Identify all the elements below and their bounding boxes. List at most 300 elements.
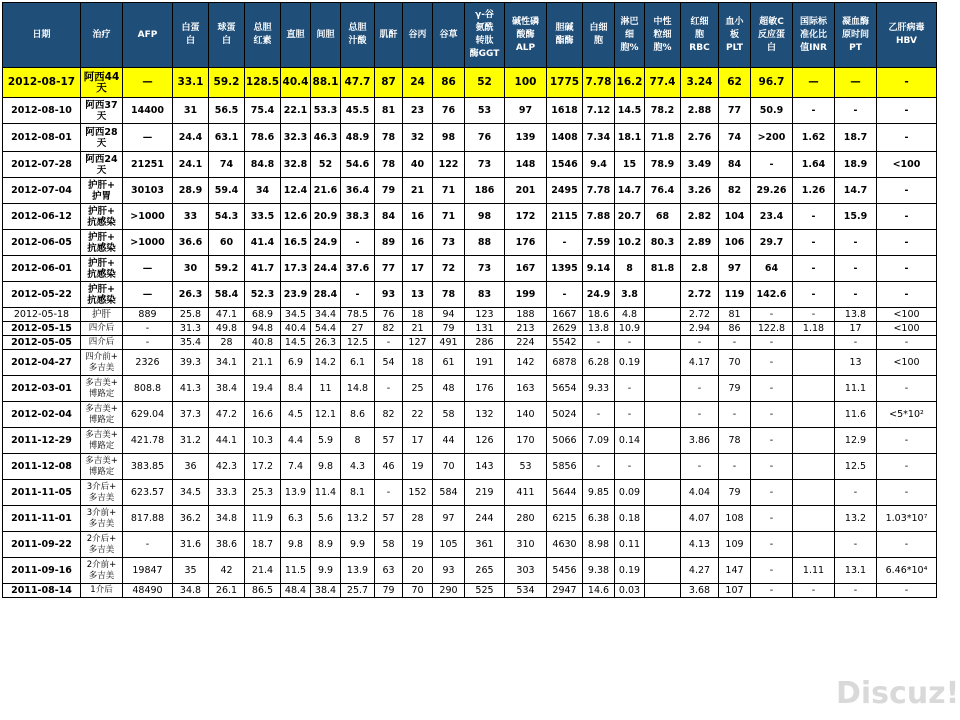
cell-direct-bilirubin: 40.4 — [281, 68, 311, 98]
cell-total-bilirubin: 11.9 — [245, 506, 281, 532]
cell-afp: 2326 — [123, 350, 173, 376]
cell-alt: 127 — [403, 336, 433, 350]
cell-inr: 1.62 — [793, 124, 835, 152]
cell-afp: 21251 — [123, 152, 173, 178]
cell-date: 2011-11-01 — [3, 506, 81, 532]
cell-inr: 1.18 — [793, 322, 835, 336]
cell-bile-acid: 8.6 — [341, 402, 375, 428]
cell-alp: 310 — [505, 532, 547, 558]
column-header-alt: 谷丙 — [403, 3, 433, 68]
cell-direct-bilirubin: 32.8 — [281, 152, 311, 178]
cell-treatment: 护肝+ 抗感染 — [81, 256, 123, 282]
cell-globulin: 47.2 — [209, 402, 245, 428]
cell-plt: 74 — [719, 124, 751, 152]
cell-alt: 20 — [403, 558, 433, 584]
cell-ast: 73 — [433, 230, 465, 256]
cell-pt: - — [835, 230, 877, 256]
cell-albumin: 24.4 — [173, 124, 209, 152]
cell-neutrophil-pct — [645, 454, 681, 480]
cell-total-bilirubin: 94.8 — [245, 322, 281, 336]
cell-pt: - — [835, 532, 877, 558]
cell-afp: 14400 — [123, 98, 173, 124]
cell-albumin: 31.6 — [173, 532, 209, 558]
cell-cholinesterase: 1618 — [547, 98, 583, 124]
cell-alt: 17 — [403, 428, 433, 454]
cell-crp: 23.4 — [751, 204, 793, 230]
cell-rbc: 4.27 — [681, 558, 719, 584]
cell-inr: — — [793, 68, 835, 98]
cell-creatinine: 82 — [375, 322, 403, 336]
cell-alt: 24 — [403, 68, 433, 98]
table-row — [3, 152, 937, 178]
cell-alp: 213 — [505, 322, 547, 336]
cell-date: 2012-03-01 — [3, 376, 81, 402]
cell-indirect-bilirubin: 28.4 — [311, 282, 341, 308]
table-row — [3, 308, 937, 322]
cell-afp: 19847 — [123, 558, 173, 584]
cell-date: 2012-07-04 — [3, 178, 81, 204]
cell-albumin: 30 — [173, 256, 209, 282]
cell-bile-acid: 8.1 — [341, 480, 375, 506]
cell-inr — [793, 428, 835, 454]
cell-ast: 105 — [433, 532, 465, 558]
cell-date: 2012-05-22 — [3, 282, 81, 308]
cell-rbc: 2.72 — [681, 308, 719, 322]
cell-indirect-bilirubin: 88.1 — [311, 68, 341, 98]
cell-direct-bilirubin: 7.4 — [281, 454, 311, 480]
cell-plt: 97 — [719, 256, 751, 282]
cell-globulin: 56.5 — [209, 98, 245, 124]
cell-alt: 18 — [403, 308, 433, 322]
cell-bile-acid: 38.3 — [341, 204, 375, 230]
cell-crp: 96.7 — [751, 68, 793, 98]
cell-lymphocyte-pct: 0.03 — [615, 584, 645, 598]
cell-date: 2011-08-14 — [3, 584, 81, 598]
cell-rbc: 4.04 — [681, 480, 719, 506]
cell-treatment: 阿西44 天 — [81, 68, 123, 98]
cell-date: 2011-12-08 — [3, 454, 81, 480]
cell-alp: 53 — [505, 454, 547, 480]
lab-results-table-container — [2, 2, 937, 598]
cell-lymphocyte-pct: 3.8 — [615, 282, 645, 308]
cell-alt: 16 — [403, 204, 433, 230]
cell-wbc: - — [583, 336, 615, 350]
cell-treatment: 阿西24 天 — [81, 152, 123, 178]
cell-rbc: 2.72 — [681, 282, 719, 308]
cell-globulin: 49.8 — [209, 322, 245, 336]
cell-wbc: 9.38 — [583, 558, 615, 584]
cell-albumin: 41.3 — [173, 376, 209, 402]
cell-date: 2012-07-28 — [3, 152, 81, 178]
cell-treatment: 四介前+ 多吉美 — [81, 350, 123, 376]
cell-total-bilirubin: 84.8 — [245, 152, 281, 178]
cell-indirect-bilirubin: 9.9 — [311, 558, 341, 584]
cell-afp: >1000 — [123, 230, 173, 256]
cell-albumin: 25.8 — [173, 308, 209, 322]
cell-alt: 16 — [403, 230, 433, 256]
cell-total-bilirubin: 21.1 — [245, 350, 281, 376]
column-header-plt: 血小 板 PLT — [719, 3, 751, 68]
cell-pt: 13.2 — [835, 506, 877, 532]
cell-direct-bilirubin: 8.4 — [281, 376, 311, 402]
table-row — [3, 68, 937, 98]
cell-pt: 14.7 — [835, 178, 877, 204]
cell-ggt: 265 — [465, 558, 505, 584]
table-row — [3, 506, 937, 532]
cell-hbv: 6.46*10⁴ — [877, 558, 937, 584]
cell-date: 2011-09-16 — [3, 558, 81, 584]
cell-plt: - — [719, 454, 751, 480]
cell-ast: 491 — [433, 336, 465, 350]
cell-cholinesterase: 2629 — [547, 322, 583, 336]
cell-wbc: 7.34 — [583, 124, 615, 152]
cell-globulin: 44.1 — [209, 428, 245, 454]
cell-neutrophil-pct — [645, 350, 681, 376]
table-row — [3, 428, 937, 454]
cell-treatment: 护肝 — [81, 308, 123, 322]
cell-alt: 32 — [403, 124, 433, 152]
cell-ast: 58 — [433, 402, 465, 428]
cell-direct-bilirubin: 16.5 — [281, 230, 311, 256]
cell-albumin: 33.1 — [173, 68, 209, 98]
column-header-neutrophil-pct: 中性 粒细 胞% — [645, 3, 681, 68]
cell-neutrophil-pct: 81.8 — [645, 256, 681, 282]
cell-globulin: 54.3 — [209, 204, 245, 230]
cell-bile-acid: 47.7 — [341, 68, 375, 98]
cell-ggt: 76 — [465, 124, 505, 152]
cell-pt: - — [835, 98, 877, 124]
cell-treatment: 多吉美+ 博路定 — [81, 402, 123, 428]
table-row — [3, 480, 937, 506]
cell-wbc: 6.38 — [583, 506, 615, 532]
cell-wbc: 13.8 — [583, 322, 615, 336]
cell-inr — [793, 402, 835, 428]
column-header-total-bilirubin: 总胆 红素 — [245, 3, 281, 68]
cell-total-bilirubin: 21.4 — [245, 558, 281, 584]
cell-inr: - — [793, 256, 835, 282]
column-header-alp: 碱性磷 酸酶 ALP — [505, 3, 547, 68]
cell-bile-acid: 8 — [341, 428, 375, 454]
cell-globulin: 63.1 — [209, 124, 245, 152]
cell-plt: 70 — [719, 350, 751, 376]
cell-alt: 13 — [403, 282, 433, 308]
column-header-crp: 超敏C 反应蛋 白 — [751, 3, 793, 68]
cell-alt: 17 — [403, 256, 433, 282]
cell-ast: 122 — [433, 152, 465, 178]
cell-rbc: 3.49 — [681, 152, 719, 178]
cell-afp: 808.8 — [123, 376, 173, 402]
cell-creatinine: 79 — [375, 178, 403, 204]
cell-lymphocyte-pct: - — [615, 402, 645, 428]
cell-albumin: 24.1 — [173, 152, 209, 178]
cell-indirect-bilirubin: 8.9 — [311, 532, 341, 558]
table-row — [3, 558, 937, 584]
cell-plt: - — [719, 402, 751, 428]
cell-inr: 1.64 — [793, 152, 835, 178]
cell-lymphocyte-pct: 8 — [615, 256, 645, 282]
cell-plt: 147 — [719, 558, 751, 584]
cell-plt: - — [719, 336, 751, 350]
cell-plt: 108 — [719, 506, 751, 532]
cell-hbv: - — [877, 376, 937, 402]
cell-inr — [793, 532, 835, 558]
cell-cholinesterase: 6878 — [547, 350, 583, 376]
cell-alt: 25 — [403, 376, 433, 402]
cell-lymphocyte-pct: 18.1 — [615, 124, 645, 152]
cell-albumin: 26.3 — [173, 282, 209, 308]
cell-plt: 79 — [719, 376, 751, 402]
cell-direct-bilirubin: 23.9 — [281, 282, 311, 308]
cell-alp: 199 — [505, 282, 547, 308]
cell-bile-acid: 13.2 — [341, 506, 375, 532]
cell-date: 2012-05-18 — [3, 308, 81, 322]
table-row — [3, 230, 937, 256]
cell-pt: — — [835, 68, 877, 98]
cell-crp: 29.26 — [751, 178, 793, 204]
cell-ggt: 286 — [465, 336, 505, 350]
cell-afp: — — [123, 282, 173, 308]
cell-lymphocyte-pct: - — [615, 336, 645, 350]
cell-afp: 48490 — [123, 584, 173, 598]
cell-pt: - — [835, 256, 877, 282]
cell-crp: - — [751, 584, 793, 598]
cell-globulin: 74 — [209, 152, 245, 178]
column-header-globulin: 球蛋 白 — [209, 3, 245, 68]
cell-lymphocyte-pct: 10.9 — [615, 322, 645, 336]
cell-lymphocyte-pct: 0.14 — [615, 428, 645, 454]
cell-pt: 12.9 — [835, 428, 877, 454]
cell-hbv: - — [877, 454, 937, 480]
cell-pt: 18.7 — [835, 124, 877, 152]
cell-creatinine: 87 — [375, 68, 403, 98]
cell-creatinine: 82 — [375, 402, 403, 428]
cell-crp: - — [751, 480, 793, 506]
cell-hbv: - — [877, 480, 937, 506]
cell-ggt: 83 — [465, 282, 505, 308]
cell-lymphocyte-pct: 0.18 — [615, 506, 645, 532]
cell-total-bilirubin: 19.4 — [245, 376, 281, 402]
cell-rbc: 2.89 — [681, 230, 719, 256]
cell-total-bilirubin: 40.8 — [245, 336, 281, 350]
cell-lymphocyte-pct: 0.19 — [615, 558, 645, 584]
cell-direct-bilirubin: 48.4 — [281, 584, 311, 598]
table-row — [3, 454, 937, 480]
cell-rbc: 3.68 — [681, 584, 719, 598]
cell-direct-bilirubin: 32.3 — [281, 124, 311, 152]
cell-alt: 23 — [403, 98, 433, 124]
cell-lymphocyte-pct: 14.7 — [615, 178, 645, 204]
cell-treatment: 3介前+ 多吉美 — [81, 506, 123, 532]
cell-hbv: - — [877, 428, 937, 454]
cell-date: 2012-05-05 — [3, 336, 81, 350]
cell-creatinine: 54 — [375, 350, 403, 376]
cell-wbc: 14.6 — [583, 584, 615, 598]
column-header-hbv: 乙肝病毒 HBV — [877, 3, 937, 68]
cell-total-bilirubin: 33.5 — [245, 204, 281, 230]
cell-rbc: - — [681, 336, 719, 350]
cell-rbc: 2.94 — [681, 322, 719, 336]
cell-direct-bilirubin: 4.5 — [281, 402, 311, 428]
cell-treatment: 阿西28 天 — [81, 124, 123, 152]
cell-creatinine: 81 — [375, 98, 403, 124]
cell-inr — [793, 506, 835, 532]
cell-ggt: 361 — [465, 532, 505, 558]
cell-ast: 76 — [433, 98, 465, 124]
cell-bile-acid: 54.6 — [341, 152, 375, 178]
table-row — [3, 532, 937, 558]
cell-indirect-bilirubin: 46.3 — [311, 124, 341, 152]
cell-crp: 29.7 — [751, 230, 793, 256]
cell-hbv: - — [877, 230, 937, 256]
cell-hbv: <100 — [877, 322, 937, 336]
cell-wbc: 7.88 — [583, 204, 615, 230]
table-row — [3, 204, 937, 230]
cell-globulin: 42.3 — [209, 454, 245, 480]
cell-cholinesterase: 5654 — [547, 376, 583, 402]
discuz-watermark-logo: Discuz! — [836, 676, 960, 711]
cell-globulin: 60 — [209, 230, 245, 256]
cell-albumin: 35 — [173, 558, 209, 584]
cell-cholinesterase: 5066 — [547, 428, 583, 454]
cell-ggt: 131 — [465, 322, 505, 336]
cell-indirect-bilirubin: 9.8 — [311, 454, 341, 480]
cell-globulin: 59.2 — [209, 68, 245, 98]
cell-total-bilirubin: 78.6 — [245, 124, 281, 152]
cell-cholinesterase: 5856 — [547, 454, 583, 480]
column-header-wbc: 白细 胞 — [583, 3, 615, 68]
column-header-lymphocyte-pct: 淋巴 细 胞% — [615, 3, 645, 68]
cell-inr: - — [793, 204, 835, 230]
cell-pt: 17 — [835, 322, 877, 336]
cell-albumin: 31.2 — [173, 428, 209, 454]
cell-indirect-bilirubin: 12.1 — [311, 402, 341, 428]
cell-plt: 81 — [719, 308, 751, 322]
cell-bile-acid: 27 — [341, 322, 375, 336]
cell-wbc: 7.78 — [583, 68, 615, 98]
cell-ast: 86 — [433, 68, 465, 98]
column-header-treatment: 治疗 — [81, 3, 123, 68]
cell-direct-bilirubin: 40.4 — [281, 322, 311, 336]
cell-neutrophil-pct — [645, 282, 681, 308]
cell-bile-acid: 13.9 — [341, 558, 375, 584]
cell-pt: 13.8 — [835, 308, 877, 322]
cell-ast: 93 — [433, 558, 465, 584]
cell-afp: — — [123, 68, 173, 98]
cell-ggt: 53 — [465, 98, 505, 124]
cell-treatment: 护肝+ 抗感染 — [81, 282, 123, 308]
cell-ggt: 143 — [465, 454, 505, 480]
cell-plt: 82 — [719, 178, 751, 204]
cell-pt: - — [835, 282, 877, 308]
cell-alp: 411 — [505, 480, 547, 506]
cell-inr: - — [793, 584, 835, 598]
cell-bile-acid: 12.5 — [341, 336, 375, 350]
cell-total-bilirubin: 17.2 — [245, 454, 281, 480]
cell-creatinine: - — [375, 376, 403, 402]
header-row — [3, 3, 937, 68]
cell-inr: - — [793, 98, 835, 124]
cell-alp: 100 — [505, 68, 547, 98]
cell-treatment: 2介前+ 多吉美 — [81, 558, 123, 584]
cell-neutrophil-pct — [645, 558, 681, 584]
cell-hbv: - — [877, 68, 937, 98]
cell-inr — [793, 480, 835, 506]
cell-direct-bilirubin: 13.9 — [281, 480, 311, 506]
cell-alt: 152 — [403, 480, 433, 506]
cell-bile-acid: 25.7 — [341, 584, 375, 598]
cell-direct-bilirubin: 22.1 — [281, 98, 311, 124]
cell-treatment: 护肝+ 护胃 — [81, 178, 123, 204]
cell-afp: - — [123, 336, 173, 350]
cell-globulin: 38.6 — [209, 532, 245, 558]
cell-neutrophil-pct: 77.4 — [645, 68, 681, 98]
cell-date: 2011-12-29 — [3, 428, 81, 454]
cell-ggt: 525 — [465, 584, 505, 598]
cell-ggt: 176 — [465, 376, 505, 402]
cell-alp: 201 — [505, 178, 547, 204]
cell-ast: 290 — [433, 584, 465, 598]
cell-rbc: - — [681, 376, 719, 402]
cell-neutrophil-pct — [645, 428, 681, 454]
cell-neutrophil-pct: 71.8 — [645, 124, 681, 152]
cell-plt: 104 — [719, 204, 751, 230]
cell-total-bilirubin: 128.5 — [245, 68, 281, 98]
cell-alp: 172 — [505, 204, 547, 230]
cell-wbc: 7.59 — [583, 230, 615, 256]
cell-alt: 21 — [403, 322, 433, 336]
cell-rbc: 3.86 — [681, 428, 719, 454]
column-header-cholinesterase: 胆碱 酯酶 — [547, 3, 583, 68]
cell-pt: - — [835, 336, 877, 350]
cell-date: 2011-09-22 — [3, 532, 81, 558]
cell-afp: - — [123, 322, 173, 336]
cell-cholinesterase: 6215 — [547, 506, 583, 532]
cell-albumin: 28.9 — [173, 178, 209, 204]
cell-albumin: 36.6 — [173, 230, 209, 256]
cell-alt: 21 — [403, 178, 433, 204]
table-row — [3, 178, 937, 204]
cell-pt: 13.1 — [835, 558, 877, 584]
table-row — [3, 124, 937, 152]
cell-bile-acid: 14.8 — [341, 376, 375, 402]
cell-treatment: 阿西37 天 — [81, 98, 123, 124]
table-row — [3, 376, 937, 402]
cell-ast: 48 — [433, 376, 465, 402]
cell-crp: - — [751, 152, 793, 178]
cell-treatment: 四介后 — [81, 322, 123, 336]
cell-total-bilirubin: 41.7 — [245, 256, 281, 282]
cell-lymphocyte-pct: 4.8 — [615, 308, 645, 322]
column-header-indirect-bilirubin: 间胆 — [311, 3, 341, 68]
cell-rbc: 2.88 — [681, 98, 719, 124]
cell-cholinesterase: 5644 — [547, 480, 583, 506]
cell-alp: 97 — [505, 98, 547, 124]
cell-wbc: 9.85 — [583, 480, 615, 506]
cell-ggt: 123 — [465, 308, 505, 322]
cell-alp: 140 — [505, 402, 547, 428]
cell-indirect-bilirubin: 11.4 — [311, 480, 341, 506]
cell-alp: 224 — [505, 336, 547, 350]
cell-hbv: - — [877, 178, 937, 204]
cell-pt: - — [835, 584, 877, 598]
cell-ggt: 98 — [465, 204, 505, 230]
cell-rbc: - — [681, 454, 719, 480]
cell-total-bilirubin: 16.6 — [245, 402, 281, 428]
cell-crp: - — [751, 506, 793, 532]
cell-creatinine: 77 — [375, 256, 403, 282]
cell-neutrophil-pct: 78.2 — [645, 98, 681, 124]
cell-cholinesterase: 2947 — [547, 584, 583, 598]
